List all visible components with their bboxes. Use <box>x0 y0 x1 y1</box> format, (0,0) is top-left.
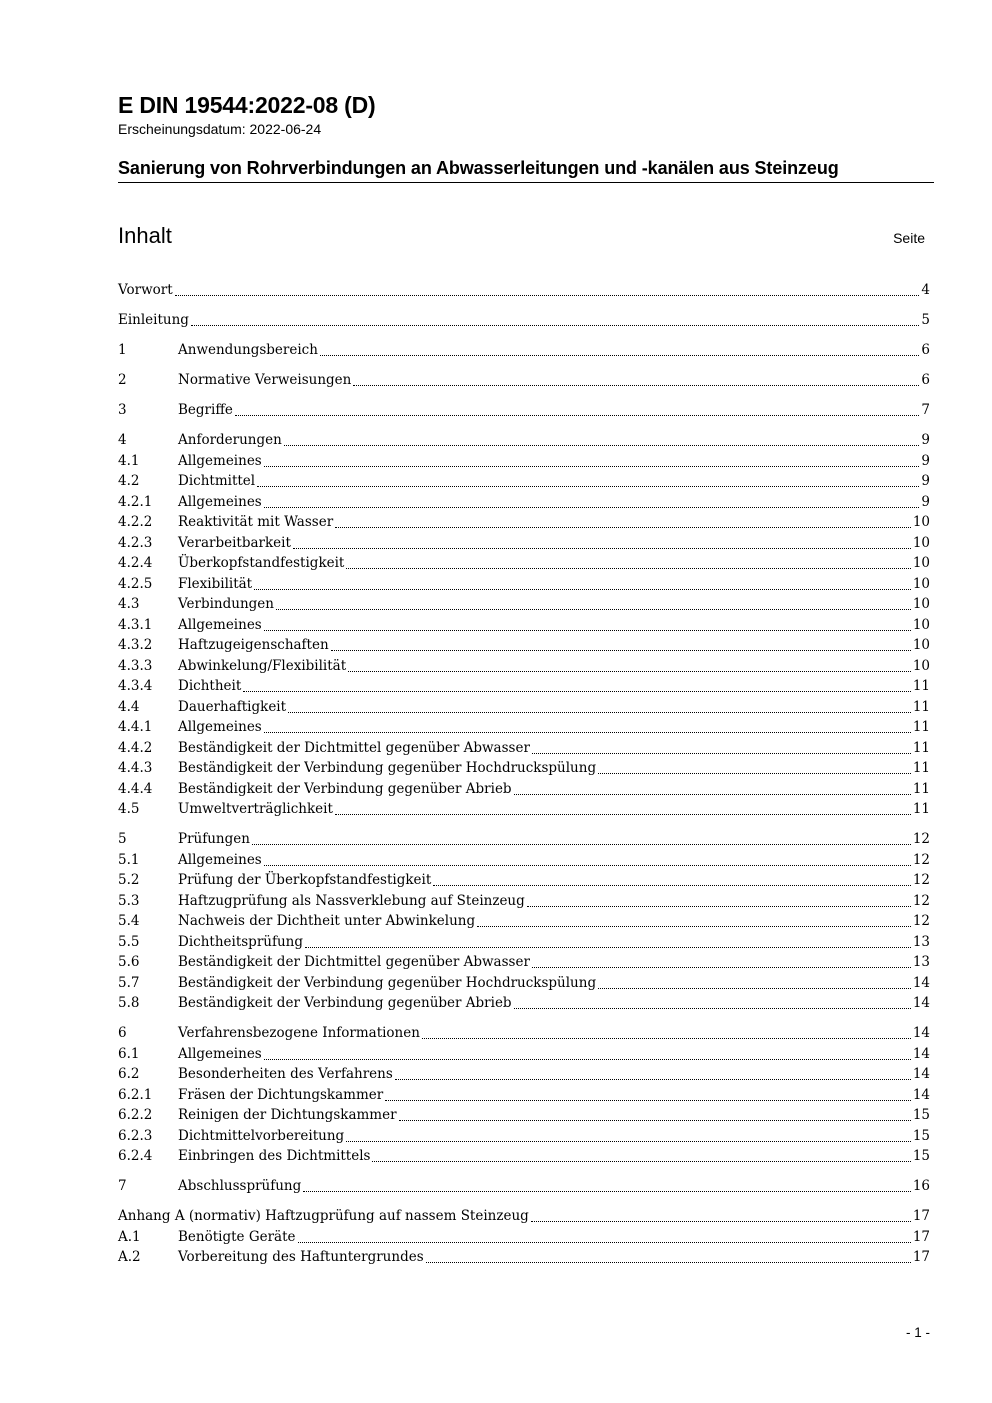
toc-entry-number: 4.4.1 <box>118 719 153 735</box>
toc-entry-page[interactable]: 12 <box>912 913 930 929</box>
toc-entry-label[interactable]: Beständigkeit der Verbindung gegenüber Hochdruckspülung <box>178 974 597 991</box>
toc-entry-label[interactable]: Umweltverträglichkeit <box>178 801 333 817</box>
toc-leader-dots <box>335 813 911 815</box>
toc-leader-dots <box>433 884 911 886</box>
toc-entry-label[interactable]: Einbringen des Dichtmittels <box>178 1148 371 1164</box>
toc-leader-dots <box>399 1119 911 1121</box>
toc-entry[interactable] <box>118 870 930 891</box>
toc-entry-page[interactable]: 11 <box>912 801 930 817</box>
toc-entry-label[interactable]: Dichtheitsprüfung <box>178 933 303 950</box>
toc-leader-dots <box>532 752 911 754</box>
toc-entry-label[interactable]: Beständigkeit der Dichtmittel gegenüber Abwasser <box>178 954 530 970</box>
toc-entry-number: 5.3 <box>118 892 140 909</box>
toc-leader-dots <box>257 485 919 487</box>
toc-leader-dots <box>305 946 911 948</box>
toc-entry-label[interactable]: Fräsen der Dichtungskammer <box>178 1086 384 1103</box>
toc-entry-number: 4.1 <box>118 452 140 469</box>
toc-entry-page[interactable]: 17 <box>912 1249 930 1265</box>
toc-entry-number: 6.2.3 <box>118 1127 153 1144</box>
toc-entry-page[interactable]: 14 <box>912 1086 930 1103</box>
toc-leader-dots <box>264 1058 911 1060</box>
toc-entry-page[interactable]: 9 <box>921 452 930 469</box>
toc-leader-dots <box>514 793 911 795</box>
toc-leader-dots <box>264 731 911 733</box>
toc-entry[interactable] <box>118 430 930 451</box>
toc-entry-number: 6.2.1 <box>118 1086 153 1103</box>
toc-entry-page[interactable]: 14 <box>912 1045 930 1062</box>
toc-entry-page[interactable]: 12 <box>912 872 930 888</box>
toc-entry[interactable] <box>118 891 930 912</box>
toc-leader-dots <box>243 690 911 692</box>
toc-entry-number: 4.5 <box>118 801 140 817</box>
toc-entry[interactable] <box>118 779 930 800</box>
toc-entry-number: 4.4.4 <box>118 780 153 797</box>
toc-entry-page[interactable]: 9 <box>921 432 930 448</box>
toc-entry-number: 4.2.1 <box>118 493 153 510</box>
toc-entry-page[interactable]: 12 <box>912 851 930 868</box>
toc-leader-dots <box>331 649 911 651</box>
toc-entry[interactable] <box>118 1206 930 1227</box>
toc-entry-page[interactable]: 15 <box>912 1148 930 1164</box>
toc-entry[interactable] <box>118 280 930 301</box>
toc-entry[interactable] <box>118 1023 930 1044</box>
toc-entry[interactable] <box>118 1044 930 1065</box>
toc-entry-label[interactable]: Abwinkelung/Flexibilität <box>178 657 347 674</box>
toc-entry-label[interactable]: Nachweis der Dichtheit unter Abwinkelung <box>178 913 476 929</box>
toc-entry-label[interactable]: Allgemeines <box>178 493 262 510</box>
toc-entry-label[interactable]: Prüfungen <box>178 831 250 847</box>
toc-entry-label[interactable]: Anwendungsbereich <box>178 342 318 358</box>
toc-entry-label[interactable]: Benötigte Geräte <box>178 1228 296 1245</box>
toc-entry[interactable] <box>118 676 930 697</box>
toc-entry-number: 1 <box>118 342 127 358</box>
toc-entry-label[interactable]: Begriffe <box>178 402 233 418</box>
toc-leader-dots <box>288 711 911 713</box>
toc-entry-page[interactable]: 11 <box>912 719 930 735</box>
toc-entry[interactable] <box>118 1146 930 1167</box>
toc-entry-number: 4.3.3 <box>118 657 153 674</box>
toc-leader-dots <box>298 1241 911 1243</box>
toc-entry-label[interactable]: Allgemeines <box>178 616 262 633</box>
toc-entry-label[interactable]: Überkopfstandfestigkeit <box>178 555 345 571</box>
toc-leader-dots <box>514 1007 911 1009</box>
toc-entry-label[interactable]: Dichtmittel <box>178 473 256 489</box>
toc-entry[interactable] <box>118 553 930 574</box>
toc-leader-dots <box>422 1037 911 1039</box>
toc-leader-dots <box>598 772 911 774</box>
toc-entry[interactable] <box>118 717 930 738</box>
toc-entry-page[interactable]: 10 <box>912 596 930 612</box>
toc-entry-number: 5.1 <box>118 851 140 868</box>
toc-entry[interactable] <box>118 799 930 820</box>
toc-leader-dots <box>303 1190 911 1192</box>
toc-entry-page[interactable]: 17 <box>912 1208 930 1224</box>
toc-leader-dots <box>477 925 911 927</box>
toc-entry-number: 6.2.2 <box>118 1107 153 1123</box>
toc-entry-number: 6 <box>118 1025 127 1041</box>
toc-leader-dots <box>598 987 911 989</box>
toc-entry-label[interactable]: Beständigkeit der Dichtmittel gegenüber Abwasser <box>178 739 530 756</box>
toc-entry-number: A.1 <box>118 1228 141 1245</box>
toc-entry-number: 4.2.2 <box>118 514 153 530</box>
page-column-label: Seite <box>893 230 925 246</box>
toc-entry-page[interactable]: 15 <box>912 1107 930 1123</box>
toc-leader-dots <box>320 354 919 356</box>
toc-entry[interactable] <box>118 1247 930 1268</box>
toc-entry-page[interactable]: 10 <box>912 637 930 653</box>
toc-leader-dots <box>426 1261 911 1263</box>
toc-entry-label[interactable]: Beständigkeit der Verbindung gegenüber Hochdruckspülung <box>178 760 597 776</box>
toc-leader-dots <box>293 547 911 549</box>
toc-entry-number: 4.2.4 <box>118 555 153 571</box>
toc-entry-page[interactable]: 14 <box>912 1025 930 1041</box>
toc-entry[interactable] <box>118 370 930 391</box>
toc-entry-label[interactable]: Anhang A (normativ) Haftzugprüfung auf nassem Steinzeug <box>118 1208 529 1224</box>
toc-entry-label[interactable]: Dauerhaftigkeit <box>178 698 287 715</box>
toc-entry-label[interactable]: Anforderungen <box>178 432 282 448</box>
toc-entry-label[interactable]: Prüfung der Überkopfstandfestigkeit <box>178 872 432 888</box>
toc-entry-number: 4.3.2 <box>118 637 153 653</box>
toc-leader-dots <box>346 567 910 569</box>
toc-entry-label[interactable]: Reinigen der Dichtungskammer <box>178 1107 397 1123</box>
toc-leader-dots <box>191 324 919 326</box>
toc-leader-dots <box>252 843 911 845</box>
toc-entry[interactable] <box>118 310 930 331</box>
toc-entry-number: 6.1 <box>118 1045 140 1062</box>
toc-entry-number: A.2 <box>118 1249 141 1265</box>
toc-entry-page[interactable]: 13 <box>912 954 930 970</box>
toc-entry-number: 4 <box>118 432 127 448</box>
toc-entry[interactable] <box>118 615 930 636</box>
toc-leader-dots <box>532 966 911 968</box>
toc-entry-number: 6.2 <box>118 1066 140 1082</box>
toc-entry-label[interactable]: Allgemeines <box>178 719 262 735</box>
toc-entry[interactable] <box>118 400 930 421</box>
toc-leader-dots <box>254 588 911 590</box>
toc-entry-label[interactable]: Dichtheit <box>178 678 242 694</box>
toc-entry[interactable] <box>118 952 930 973</box>
toc-entry-label[interactable]: Allgemeines <box>178 452 262 469</box>
toc-entry-label[interactable]: Flexibilität <box>178 575 253 592</box>
toc-entry-page[interactable]: 6 <box>921 342 930 358</box>
toc-entry-label[interactable]: Vorwort <box>118 282 173 298</box>
toc-entry[interactable] <box>118 594 930 615</box>
toc-entry[interactable] <box>118 850 930 871</box>
toc-leader-dots <box>527 905 911 907</box>
toc-entry-page[interactable]: 11 <box>912 780 930 797</box>
toc-entry[interactable] <box>118 1176 930 1197</box>
toc-entry[interactable] <box>118 932 930 953</box>
toc-leader-dots <box>348 670 911 672</box>
table-of-contents <box>118 280 930 1268</box>
toc-entry[interactable] <box>118 451 930 472</box>
toc-entry-label[interactable]: Normative Verweisungen <box>178 372 352 388</box>
toc-entry-page[interactable]: 17 <box>912 1228 930 1245</box>
toc-entry-label[interactable]: Dichtmittelvorbereitung <box>178 1127 345 1144</box>
toc-leader-dots <box>264 629 911 631</box>
toc-leader-dots <box>264 465 920 467</box>
toc-leader-dots <box>372 1160 910 1162</box>
toc-entry-page[interactable]: 11 <box>912 678 930 694</box>
toc-entry[interactable] <box>118 533 930 554</box>
toc-entry-number: 5 <box>118 831 127 847</box>
toc-entry-page[interactable]: 9 <box>921 473 930 489</box>
toc-entry-number: 5.8 <box>118 995 140 1011</box>
toc-entry-page[interactable]: 6 <box>921 372 930 388</box>
toc-entry-number: 7 <box>118 1178 127 1194</box>
toc-entry-page[interactable]: 11 <box>912 760 930 776</box>
toc-entry[interactable] <box>118 574 930 595</box>
toc-entry[interactable] <box>118 758 930 779</box>
toc-entry-label[interactable]: Abschlussprüfung <box>178 1178 302 1194</box>
toc-entry-page[interactable]: 4 <box>921 282 930 298</box>
toc-entry[interactable] <box>118 656 930 677</box>
toc-entry-label[interactable]: Haftzugeigenschaften <box>178 637 329 653</box>
toc-entry-page[interactable]: 10 <box>912 616 930 633</box>
toc-leader-dots <box>264 506 920 508</box>
document-id: E DIN 19544:2022-08 (D) <box>118 92 376 118</box>
toc-entry-page[interactable]: 11 <box>912 698 930 715</box>
toc-entry[interactable] <box>118 738 930 759</box>
toc-entry-page[interactable]: 10 <box>912 514 930 530</box>
toc-entry-number: 6.2.4 <box>118 1148 153 1164</box>
toc-entry[interactable] <box>118 973 930 994</box>
toc-entry-page[interactable]: 12 <box>912 831 930 847</box>
document-title: Sanierung von Rohrverbindungen an Abwasserleitungen und -kanälen aus Steinzeug <box>118 158 934 183</box>
toc-entry[interactable] <box>118 697 930 718</box>
toc-entry-page[interactable]: 14 <box>912 995 930 1011</box>
toc-entry-page[interactable]: 10 <box>912 534 930 551</box>
toc-entry-label[interactable]: Verbindungen <box>178 596 274 612</box>
toc-entry[interactable] <box>118 492 930 513</box>
toc-entry-page[interactable]: 11 <box>912 739 930 756</box>
toc-leader-dots <box>385 1099 911 1101</box>
toc-entry[interactable] <box>118 635 930 656</box>
toc-entry[interactable] <box>118 340 930 361</box>
toc-entry-page[interactable]: 10 <box>912 657 930 674</box>
toc-entry-label[interactable]: Besonderheiten des Verfahrens <box>178 1066 393 1082</box>
toc-leader-dots <box>353 384 919 386</box>
toc-entry-page[interactable]: 14 <box>912 974 930 991</box>
toc-leader-dots <box>395 1078 911 1080</box>
toc-entry[interactable] <box>118 829 930 850</box>
toc-entry-number: 4.3 <box>118 596 140 612</box>
toc-entry-number: 5.4 <box>118 913 140 929</box>
toc-entry-label[interactable]: Verarbeitbarkeit <box>178 534 291 551</box>
toc-entry-label[interactable]: Allgemeines <box>178 1045 262 1062</box>
toc-entry-label[interactable]: Einleitung <box>118 312 189 328</box>
toc-entry-number: 5.5 <box>118 933 140 950</box>
toc-heading: Inhalt <box>118 223 172 248</box>
toc-entry-number: 4.2.5 <box>118 575 153 592</box>
toc-leader-dots <box>235 414 920 416</box>
toc-entry-page[interactable]: 10 <box>912 575 930 592</box>
toc-entry-page[interactable]: 14 <box>912 1066 930 1082</box>
toc-entry[interactable] <box>118 1085 930 1106</box>
toc-entry-number: 4.2 <box>118 473 140 489</box>
toc-entry-label[interactable]: Allgemeines <box>178 851 262 868</box>
toc-entry-page[interactable]: 12 <box>912 892 930 909</box>
toc-entry[interactable] <box>118 1227 930 1248</box>
toc-entry[interactable] <box>118 1064 930 1085</box>
toc-leader-dots <box>175 294 920 296</box>
toc-leader-dots <box>346 1140 911 1142</box>
toc-entry-number: 4.3.1 <box>118 616 153 633</box>
toc-entry-page[interactable]: 10 <box>912 555 930 571</box>
toc-entry-number: 4.4.3 <box>118 760 153 776</box>
toc-entry[interactable] <box>118 1105 930 1126</box>
toc-entry-page[interactable]: 16 <box>912 1178 930 1194</box>
toc-entry-label[interactable]: Haftzugprüfung als Nassverklebung auf Steinzeug <box>178 892 525 909</box>
toc-entry-label[interactable]: Verfahrensbezogene Informationen <box>178 1025 420 1041</box>
toc-leader-dots <box>264 864 911 866</box>
toc-leader-dots <box>335 526 911 528</box>
toc-entry-label[interactable]: Vorbereitung des Haftuntergrundes <box>178 1249 424 1265</box>
toc-entry[interactable] <box>118 911 930 932</box>
toc-entry-number: 2 <box>118 372 127 388</box>
toc-entry-page[interactable]: 7 <box>921 402 930 418</box>
toc-entry-number: 4.4 <box>118 698 140 715</box>
toc-entry-number: 5.6 <box>118 954 140 970</box>
toc-entry-page[interactable]: 15 <box>912 1127 930 1144</box>
toc-entry-page[interactable]: 5 <box>921 312 930 328</box>
page-number: - 1 - <box>905 1325 930 1340</box>
toc-entry[interactable] <box>118 471 930 492</box>
toc-entry-number: 5.7 <box>118 974 140 991</box>
toc-entry-label[interactable]: Beständigkeit der Verbindung gegenüber Abrieb <box>178 780 512 797</box>
toc-entry-label[interactable]: Reaktivität mit Wasser <box>178 514 334 530</box>
toc-entry-number: 4.3.4 <box>118 678 153 694</box>
toc-entry[interactable] <box>118 993 930 1014</box>
toc-entry-page[interactable]: 13 <box>912 933 930 950</box>
toc-entry[interactable] <box>118 512 930 533</box>
toc-entry-page[interactable]: 9 <box>921 493 930 510</box>
toc-entry-number: 3 <box>118 402 127 418</box>
toc-entry[interactable] <box>118 1126 930 1147</box>
toc-entry-number: 4.4.2 <box>118 739 153 756</box>
toc-leader-dots <box>531 1220 911 1222</box>
toc-entry-label[interactable]: Beständigkeit der Verbindung gegenüber Abrieb <box>178 995 512 1011</box>
toc-entry-number: 4.2.3 <box>118 534 153 551</box>
toc-leader-dots <box>284 444 920 446</box>
publication-date: Erscheinungsdatum: 2022-06-24 <box>118 121 322 137</box>
toc-leader-dots <box>276 608 911 610</box>
toc-entry-number: 5.2 <box>118 872 140 888</box>
